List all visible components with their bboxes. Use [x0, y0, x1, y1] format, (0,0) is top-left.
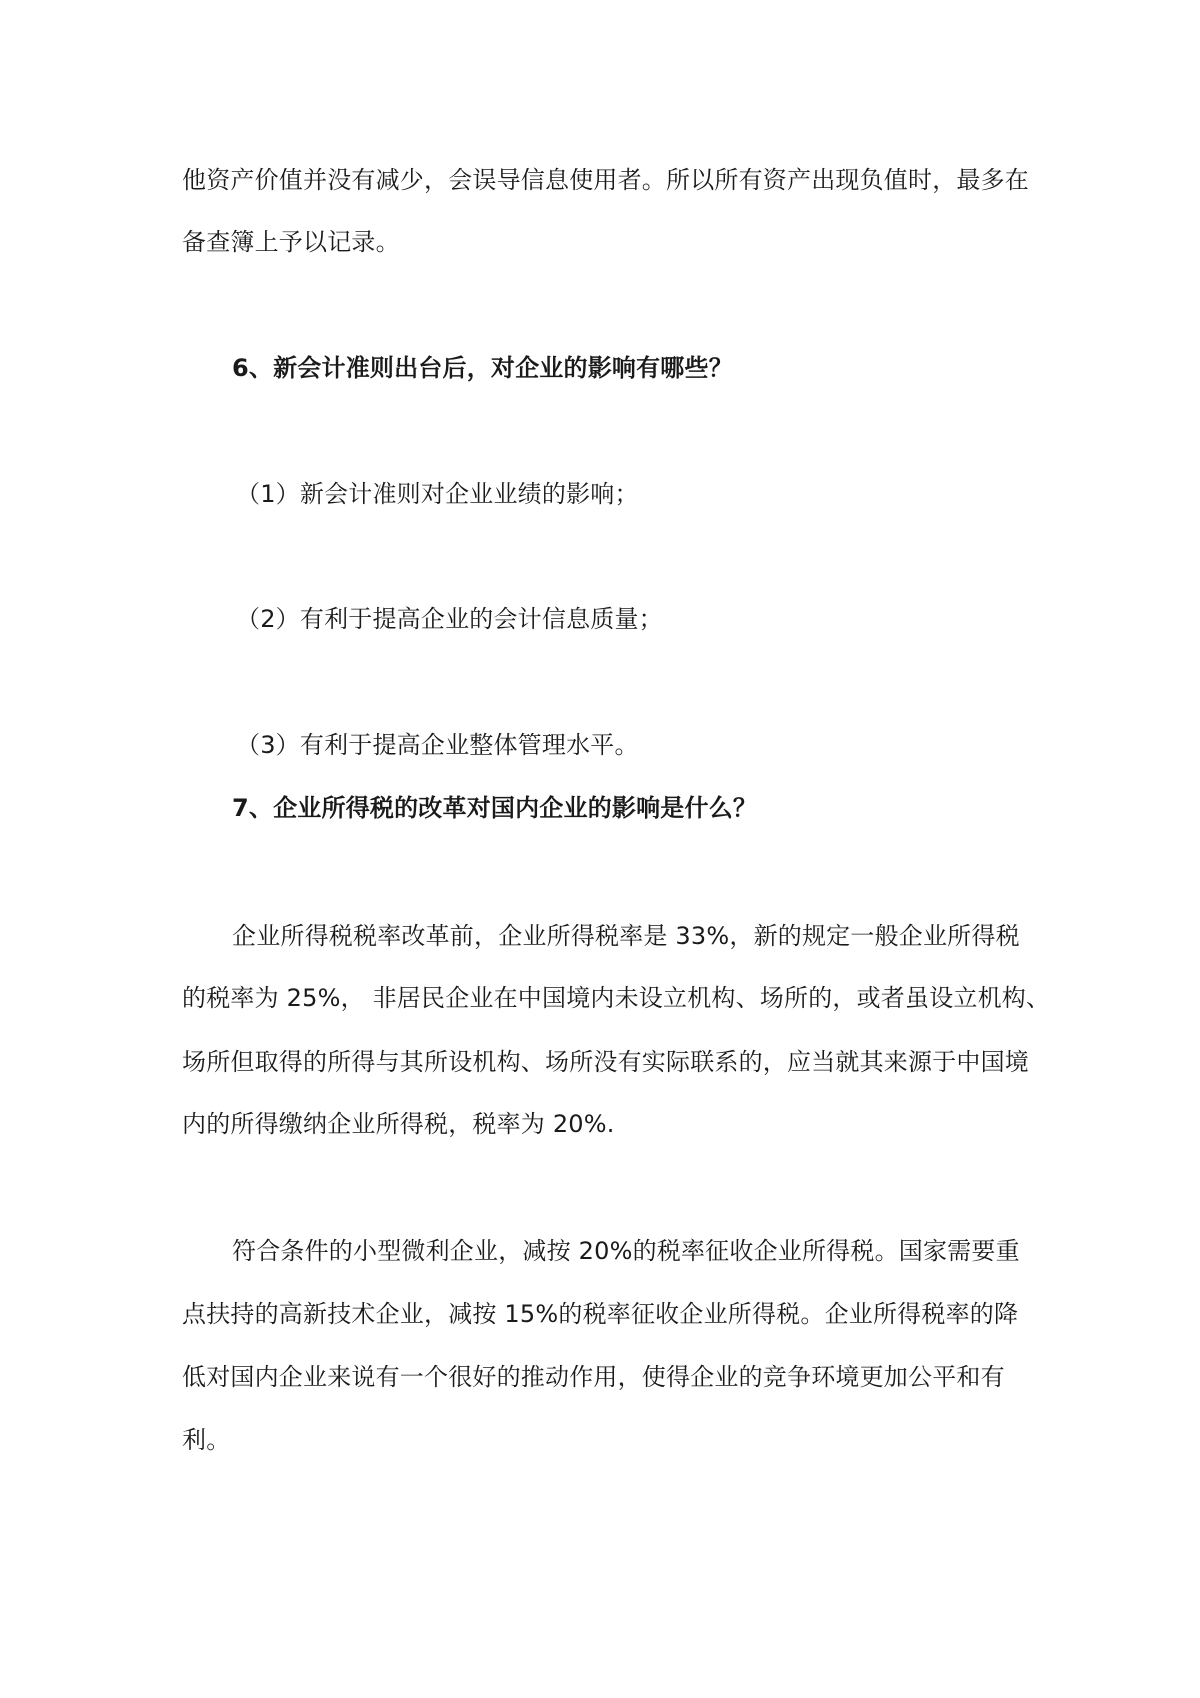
section-6-item-2: （2）有利于提高企业的会计信息质量；: [236, 605, 663, 633]
section-7-paragraph-1-line-4: 内的所得缴纳企业所得税，税率为 20%.: [182, 1110, 615, 1138]
intro-line-1: 他资产价值并没有减少，会误导信息使用者。所以所有资产出现负值时，最多在: [182, 166, 1029, 194]
intro-line-2: 备查簿上予以记录。: [182, 228, 400, 256]
section-7-heading: 7、企业所得税的改革对国内企业的影响是什么？: [232, 794, 758, 822]
section-7-paragraph-2-line-4: 利。: [182, 1426, 231, 1454]
section-7-paragraph-2-line-2: 点扶持的高新技术企业，减按 15%的税率征收企业所得税。企业所得税率的降: [182, 1300, 1019, 1328]
section-7-paragraph-1-line-3: 场所但取得的所得与其所设机构、场所没有实际联系的，应当就其来源于中国境: [182, 1048, 1029, 1076]
section-7-paragraph-2-line-3: 低对国内企业来说有一个很好的推动作用，使得企业的竞争环境更加公平和有: [182, 1363, 1005, 1391]
section-7-paragraph-1-line-2: 的税率为 25%， 非居民企业在中国境内未设立机构、场所的，或者虽设立机构、: [182, 984, 1051, 1012]
section-7-paragraph-1-line-1: 企业所得税税率改革前，企业所得税率是 33%，新的规定一般企业所得税: [232, 922, 1020, 950]
section-7-paragraph-2-line-1: 符合条件的小型微利企业，减按 20%的税率征收企业所得税。国家需要重: [232, 1237, 1020, 1265]
section-6-item-3: （3）有利于提高企业整体管理水平。: [236, 731, 639, 759]
section-6-heading: 6、新会计准则出台后，对企业的影响有哪些？: [232, 354, 733, 382]
section-6-item-1: （1）新会计准则对企业业绩的影响；: [236, 480, 639, 508]
